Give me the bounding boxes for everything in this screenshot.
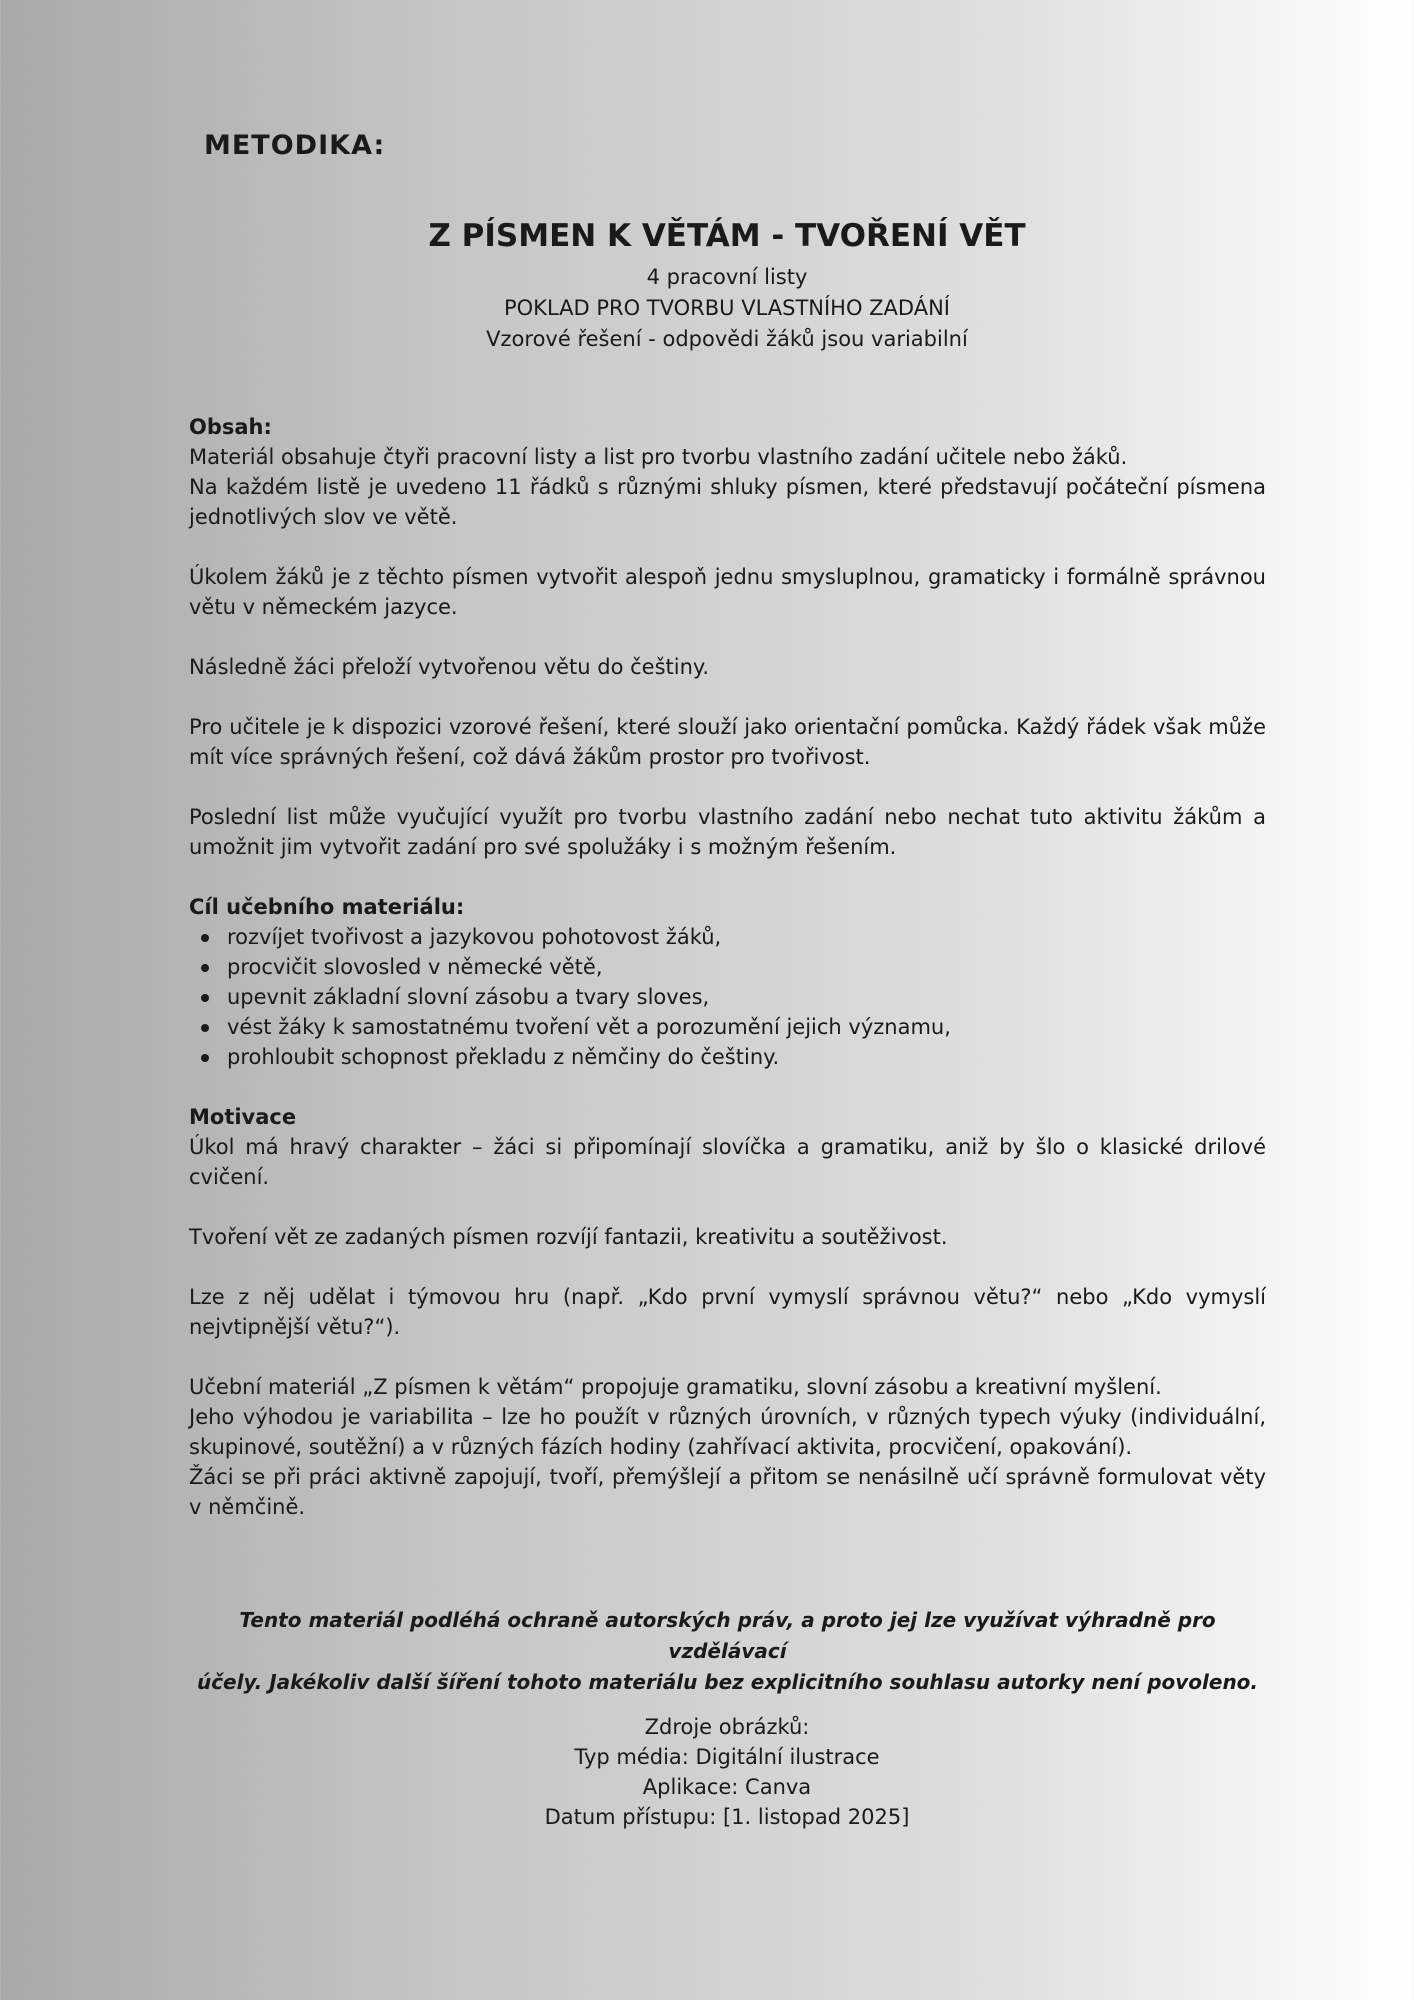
sources-line: Datum přístupu: [1. listopad 2025]	[544, 1805, 910, 1829]
paragraph: Na každém listě je uvedeno 11 řádků s různými shluky písmen, které představují počáteční písmena jednotlivých slov ve větě.	[189, 475, 1266, 529]
section-heading-cil: Cíl učebního materiálu:	[189, 895, 465, 919]
paragraph: Tvoření vět ze zadaných písmen rozvíjí fantazii, kreativitu a soutěživost.	[189, 1225, 948, 1249]
paragraph: Lze z něj udělat i týmovou hru (např. „Kdo první vymyslí správnou větu?“ nebo „Kdo vymyslí nejvtipnější větu?“).	[189, 1285, 1266, 1339]
subtitle-line: Vzorové řešení - odpovědi žáků jsou variabilní	[486, 327, 968, 351]
page-title: Z PÍSMEN K VĚTÁM - TVOŘENÍ VĚT	[428, 218, 1026, 254]
image-sources	[0, 1712, 1414, 1832]
copyright-line: Tento materiál podléhá ochraně autorských práv, a proto jej lze využívat výhradně pro vzdělávací	[239, 1608, 1216, 1663]
sources-line: Zdroje obrázků:	[644, 1715, 810, 1739]
goals-list	[189, 922, 1266, 1072]
list-item: prohloubit schopnost překladu z němčiny do češtiny.	[227, 1042, 1266, 1072]
copyright-line: účely. Jakékoliv další šíření tohoto materiálu bez explicitního souhlasu autorky není povoleno.	[196, 1670, 1259, 1694]
paragraph: Následně žáci přeloží vytvořenou větu do češtiny.	[189, 655, 710, 679]
paragraph: Materiál obsahuje čtyři pracovní listy a list pro tvorbu vlastního zadání učitele nebo žáků.	[189, 445, 1128, 469]
copyright-notice	[189, 1605, 1266, 1698]
paragraph: Úkolem žáků je z těchto písmen vytvořit alespoň jednu smysluplnou, gramaticky i formálně správnou větu v německém jazyce.	[189, 565, 1266, 619]
list-item: rozvíjet tvořivost a jazykovou pohotovost žáků,	[227, 922, 1266, 952]
paragraph: Pro učitele je k dispozici vzorové řešení, které slouží jako orientační pomůcka. Každý řádek však může mít více správných řešení, což dává žákům prostor pro tvořivost.	[189, 715, 1266, 769]
list-item: procvičit slovosled v německé větě,	[227, 952, 1266, 982]
paragraph: Úkol má hravý charakter – žáci si připomínají slovíčka a gramatiku, aniž by šlo o klasické drilové cvičení.	[189, 1135, 1266, 1189]
content-body	[189, 412, 1266, 1522]
paragraph: Žáci se při práci aktivně zapojují, tvoří, přemýšlejí a přitom se nenásilně učí správně formulovat věty v němčině.	[189, 1465, 1266, 1519]
title-block	[0, 216, 1414, 355]
section-heading-obsah: Obsah:	[189, 415, 272, 439]
document-label: METODIKA:	[204, 130, 386, 161]
list-item: vést žáky k samostatnému tvoření vět a porozumění jejich významu,	[227, 1012, 1266, 1042]
paragraph: Učební materiál „Z písmen k větám“ propojuje gramatiku, slovní zásobu a kreativní myšlení.	[189, 1375, 1162, 1399]
subtitle-line: POKLAD PRO TVORBU VLASTNÍHO ZADÁNÍ	[503, 296, 950, 320]
list-item: upevnit základní slovní zásobu a tvary sloves,	[227, 982, 1266, 1012]
sources-line: Aplikace: Canva	[642, 1775, 812, 1799]
sources-line: Typ média: Digitální ilustrace	[574, 1745, 880, 1769]
section-heading-motivace: Motivace	[189, 1105, 297, 1129]
paragraph: Jeho výhodou je variabilita – lze ho použít v různých úrovních, v různých typech výuky (individuální, skupinové, soutěžní) a v různých fázích hodiny (zahřívací aktivita, procvičení, opakování).	[189, 1405, 1266, 1459]
paragraph: Poslední list může vyučující využít pro tvorbu vlastního zadání nebo nechat tuto aktivitu žákům a umožnit jim vytvořit zadání pro své spolužáky i s možným řešením.	[189, 805, 1266, 859]
subtitle-line: 4 pracovní listy	[646, 265, 808, 289]
